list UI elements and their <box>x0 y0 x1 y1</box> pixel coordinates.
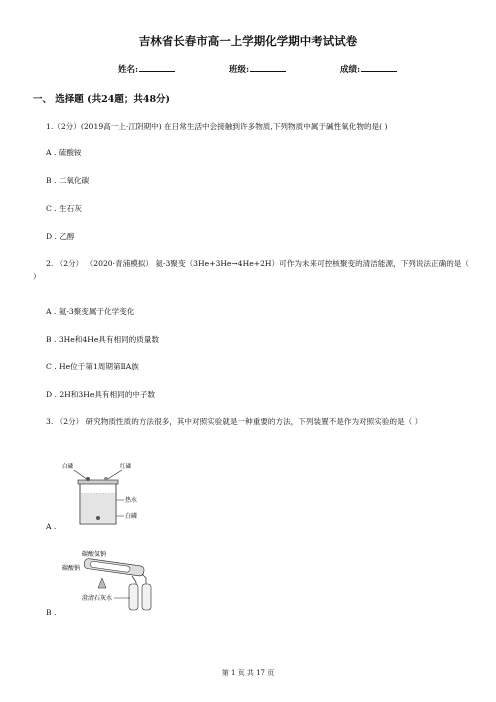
figure-a-label-hot-water: 热水 <box>125 497 138 504</box>
figure-b-label-limewater: 澄清石灰水 <box>82 595 113 602</box>
question-2-stem: 2. （2分） （2020·青浦模拟） 氦-3聚变（3He+3He→4He+2H）可作为未来可控核聚变的清洁能源，下列说法正确的是（ ） <box>33 259 469 281</box>
class-field <box>229 63 286 75</box>
class-label: 班级: <box>229 65 250 75</box>
figure-b-apparatus <box>62 548 162 618</box>
name-field <box>118 63 175 75</box>
question-1-option-d: D . 乙醇 <box>46 232 75 241</box>
score-field <box>340 63 397 75</box>
question-2-option-b: B . 3He和4He具有相同的质量数 <box>46 335 160 344</box>
question-2-option-a: A . 氦-3聚变属于化学变化 <box>46 307 135 316</box>
question-1-stem: 1.（2分）(2019高一上·江阴期中) 在日常生活中会接触到许多物质,下列物质中属于碱性氧化物的是( ) <box>46 122 388 131</box>
figure-a-label-white-phosphorus-bottom: 白磷 <box>125 513 138 520</box>
question-3-option-a: A . <box>46 522 57 531</box>
name-blank <box>139 63 175 72</box>
question-1-option-a: A . 硫酸铵 <box>46 148 82 157</box>
question-2-option-d: D . 2H和3He具有相同的中子数 <box>46 390 156 399</box>
question-3-option-b: B . <box>46 608 57 617</box>
score-blank <box>361 63 397 72</box>
question-3-stem: 3. （2分） 研究物质性质的方法很多，其中对照实验就是一种重要的方法，下列装置不是作为对照实验的是（ ） <box>46 417 423 426</box>
class-blank <box>250 63 286 72</box>
name-label: 姓名: <box>118 65 139 75</box>
question-1-option-c: C . 生石灰 <box>46 204 82 213</box>
figure-b-label-sodium-bicarbonate: 碳酸氢钠 <box>82 551 107 558</box>
question-2-option-c: C . He位于第1周期第ⅡA族 <box>46 362 139 371</box>
figure-a-label-white-phosphorus-top: 白磷 <box>62 464 74 470</box>
page-footer: 第 1 页 共 17 页 <box>221 669 275 677</box>
score-label: 成绩: <box>340 65 361 75</box>
figure-a-label-red-phosphorus: 红磷 <box>120 464 132 470</box>
figure-b-label-sodium-carbonate: 碳酸钠 <box>62 565 81 572</box>
question-1-option-b: B . 二氧化碳 <box>46 176 90 185</box>
section-heading: 一、 选择题 (共24题；共48分) <box>33 94 171 105</box>
figure-a-beaker <box>60 460 150 530</box>
page-title: 吉林省长春市高一上学期化学期中考试试卷 <box>138 34 358 48</box>
